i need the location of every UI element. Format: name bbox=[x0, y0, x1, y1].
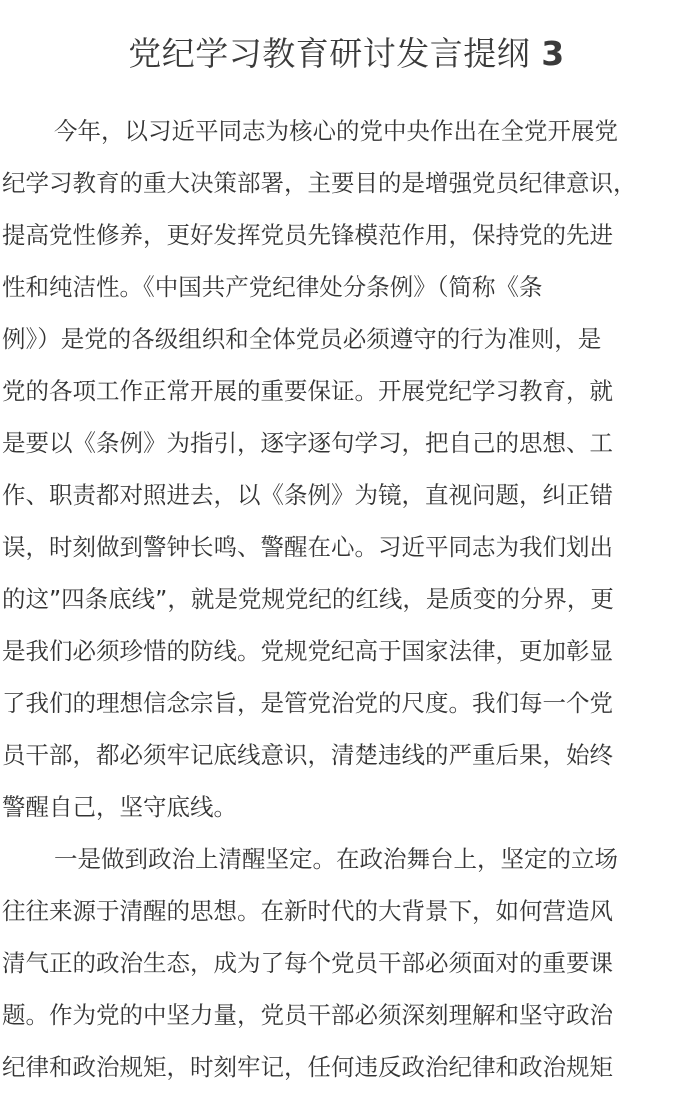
paragraph-line: 员干部，都必须牢记底线意识，清楚违线的严重后果，始终 bbox=[2, 741, 613, 769]
paragraph-line: 是要以《条例》为指引，逐字逐句学习，把自己的思想、工 bbox=[2, 429, 613, 457]
paragraph-line: 提高党性修养，更好发挥党员先锋模范作用，保持党的先进 bbox=[2, 221, 613, 249]
paragraph-line: 的这”四条底线”，就是党规党纪的红线，是质变的分界，更 bbox=[2, 585, 614, 613]
paragraph-line: 警醒自己，坚守底线。 bbox=[2, 793, 237, 821]
title-number: 3 bbox=[541, 34, 565, 73]
paragraph-2 bbox=[2, 833, 692, 1093]
paragraph-line: 一是做到政治上清醒坚定。在政治舞台上，坚定的立场 bbox=[54, 845, 618, 873]
paragraph-line: 往往来源于清醒的思想。在新时代的大背景下，如何营造风 bbox=[2, 897, 613, 925]
paragraph-line: 纪学习教育的重大决策部署，主要目的是增强党员纪律意识， bbox=[2, 169, 637, 197]
document-title bbox=[0, 0, 693, 78]
paragraph-line: 党的各项工作正常开展的重要保证。开展党纪学习教育，就 bbox=[2, 377, 613, 405]
paragraph-line: 误，时刻做到警钟长鸣、警醒在心。习近平同志为我们划出 bbox=[2, 533, 613, 561]
paragraph-line: 性和纯洁性。《中国共产党纪律处分条例》（简称《条 bbox=[2, 273, 543, 301]
paragraph-line: 题。作为党的中坚力量，党员干部必须深刻理解和坚守政治 bbox=[2, 1001, 613, 1029]
paragraph-line: 作、职责都对照进去，以《条例》为镜，直视问题，纠正错 bbox=[2, 481, 613, 509]
title-text: 党纪学习教育研讨发言提纲 bbox=[128, 34, 531, 73]
paragraph-line: 清气正的政治生态，成为了每个党员干部必须面对的重要课 bbox=[2, 949, 613, 977]
paragraph-line: 是我们必须珍惜的防线。党规党纪高于国家法律，更加彰显 bbox=[2, 637, 613, 665]
paragraph-line: 例》）是党的各级组织和全体党员必须遵守的行为准则，是 bbox=[2, 325, 602, 353]
paragraph-1 bbox=[2, 105, 692, 833]
paragraph-line: 今年，以习近平同志为核心的党中央作出在全党开展党 bbox=[54, 117, 618, 145]
paragraph-line: 了我们的理想信念宗旨，是管党治党的尺度。我们每一个党 bbox=[2, 689, 613, 717]
paragraph-line: 纪律和政治规矩，时刻牢记，任何违反政治纪律和政治规矩 bbox=[2, 1053, 613, 1081]
document-body bbox=[2, 105, 692, 1093]
